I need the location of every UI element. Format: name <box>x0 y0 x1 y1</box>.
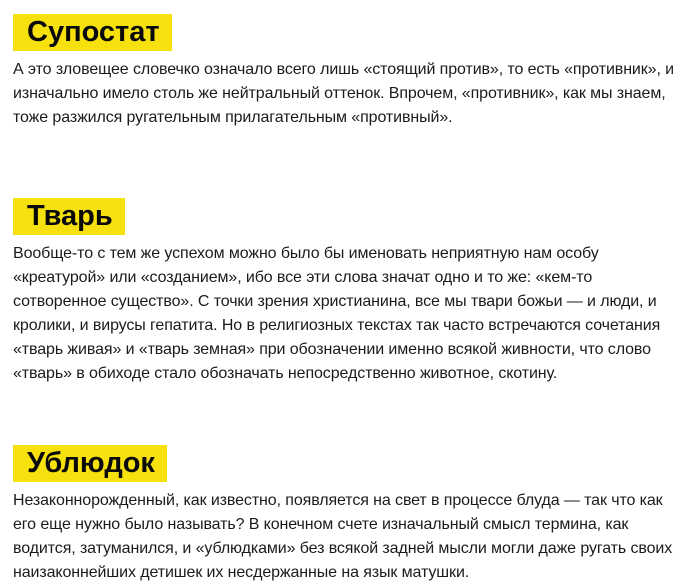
word-heading <box>13 198 682 235</box>
section-supostat <box>13 0 682 130</box>
highlighted-word: Ублюдок <box>13 445 167 482</box>
section-ublyudok <box>13 445 682 585</box>
word-definition: Вообще-то с тем же успехом можно было бы именовать неприятную нам особу «креатурой» или «созданием», ибо все эти слова значат одно и то же: «кем-то сотворенное существо». С точки зрения христианина, все мы твари божьи — и люди, и кролики, и вирусы гепатита. Но в религиозных текстах так часто встречаются сочетания «тварь живая» и «тварь земная» при обозначении именно всякой живности, что слово «тварь» в обиходе стало обозначать непосредственно животное, скотину. <box>13 245 661 382</box>
highlighted-word: Супостат <box>13 14 172 51</box>
word-definition: А это зловещее словечко означало всего лишь «стоящий против», то есть «противник», и изначально имело столь же нейтральный оттенок. Впрочем, «противник», как мы знаем, тоже разжился ругательным прилагательным «противный». <box>13 61 674 126</box>
highlighted-word: Тварь <box>13 198 125 235</box>
word-heading <box>13 445 682 482</box>
word-heading <box>13 14 682 51</box>
word-definition: Незаконнорожденный, как известно, появляется на свет в процессе блуда — так что как его еще нужно было называть? В конечном счете изначальный смысл термина, как водится, затуманился, и «ублюдками» без всякой задней мысли могли даже ругать своих наизаконнейших детишек их несдержанные на язык матушки. <box>13 492 673 581</box>
section-tvar <box>13 198 682 386</box>
